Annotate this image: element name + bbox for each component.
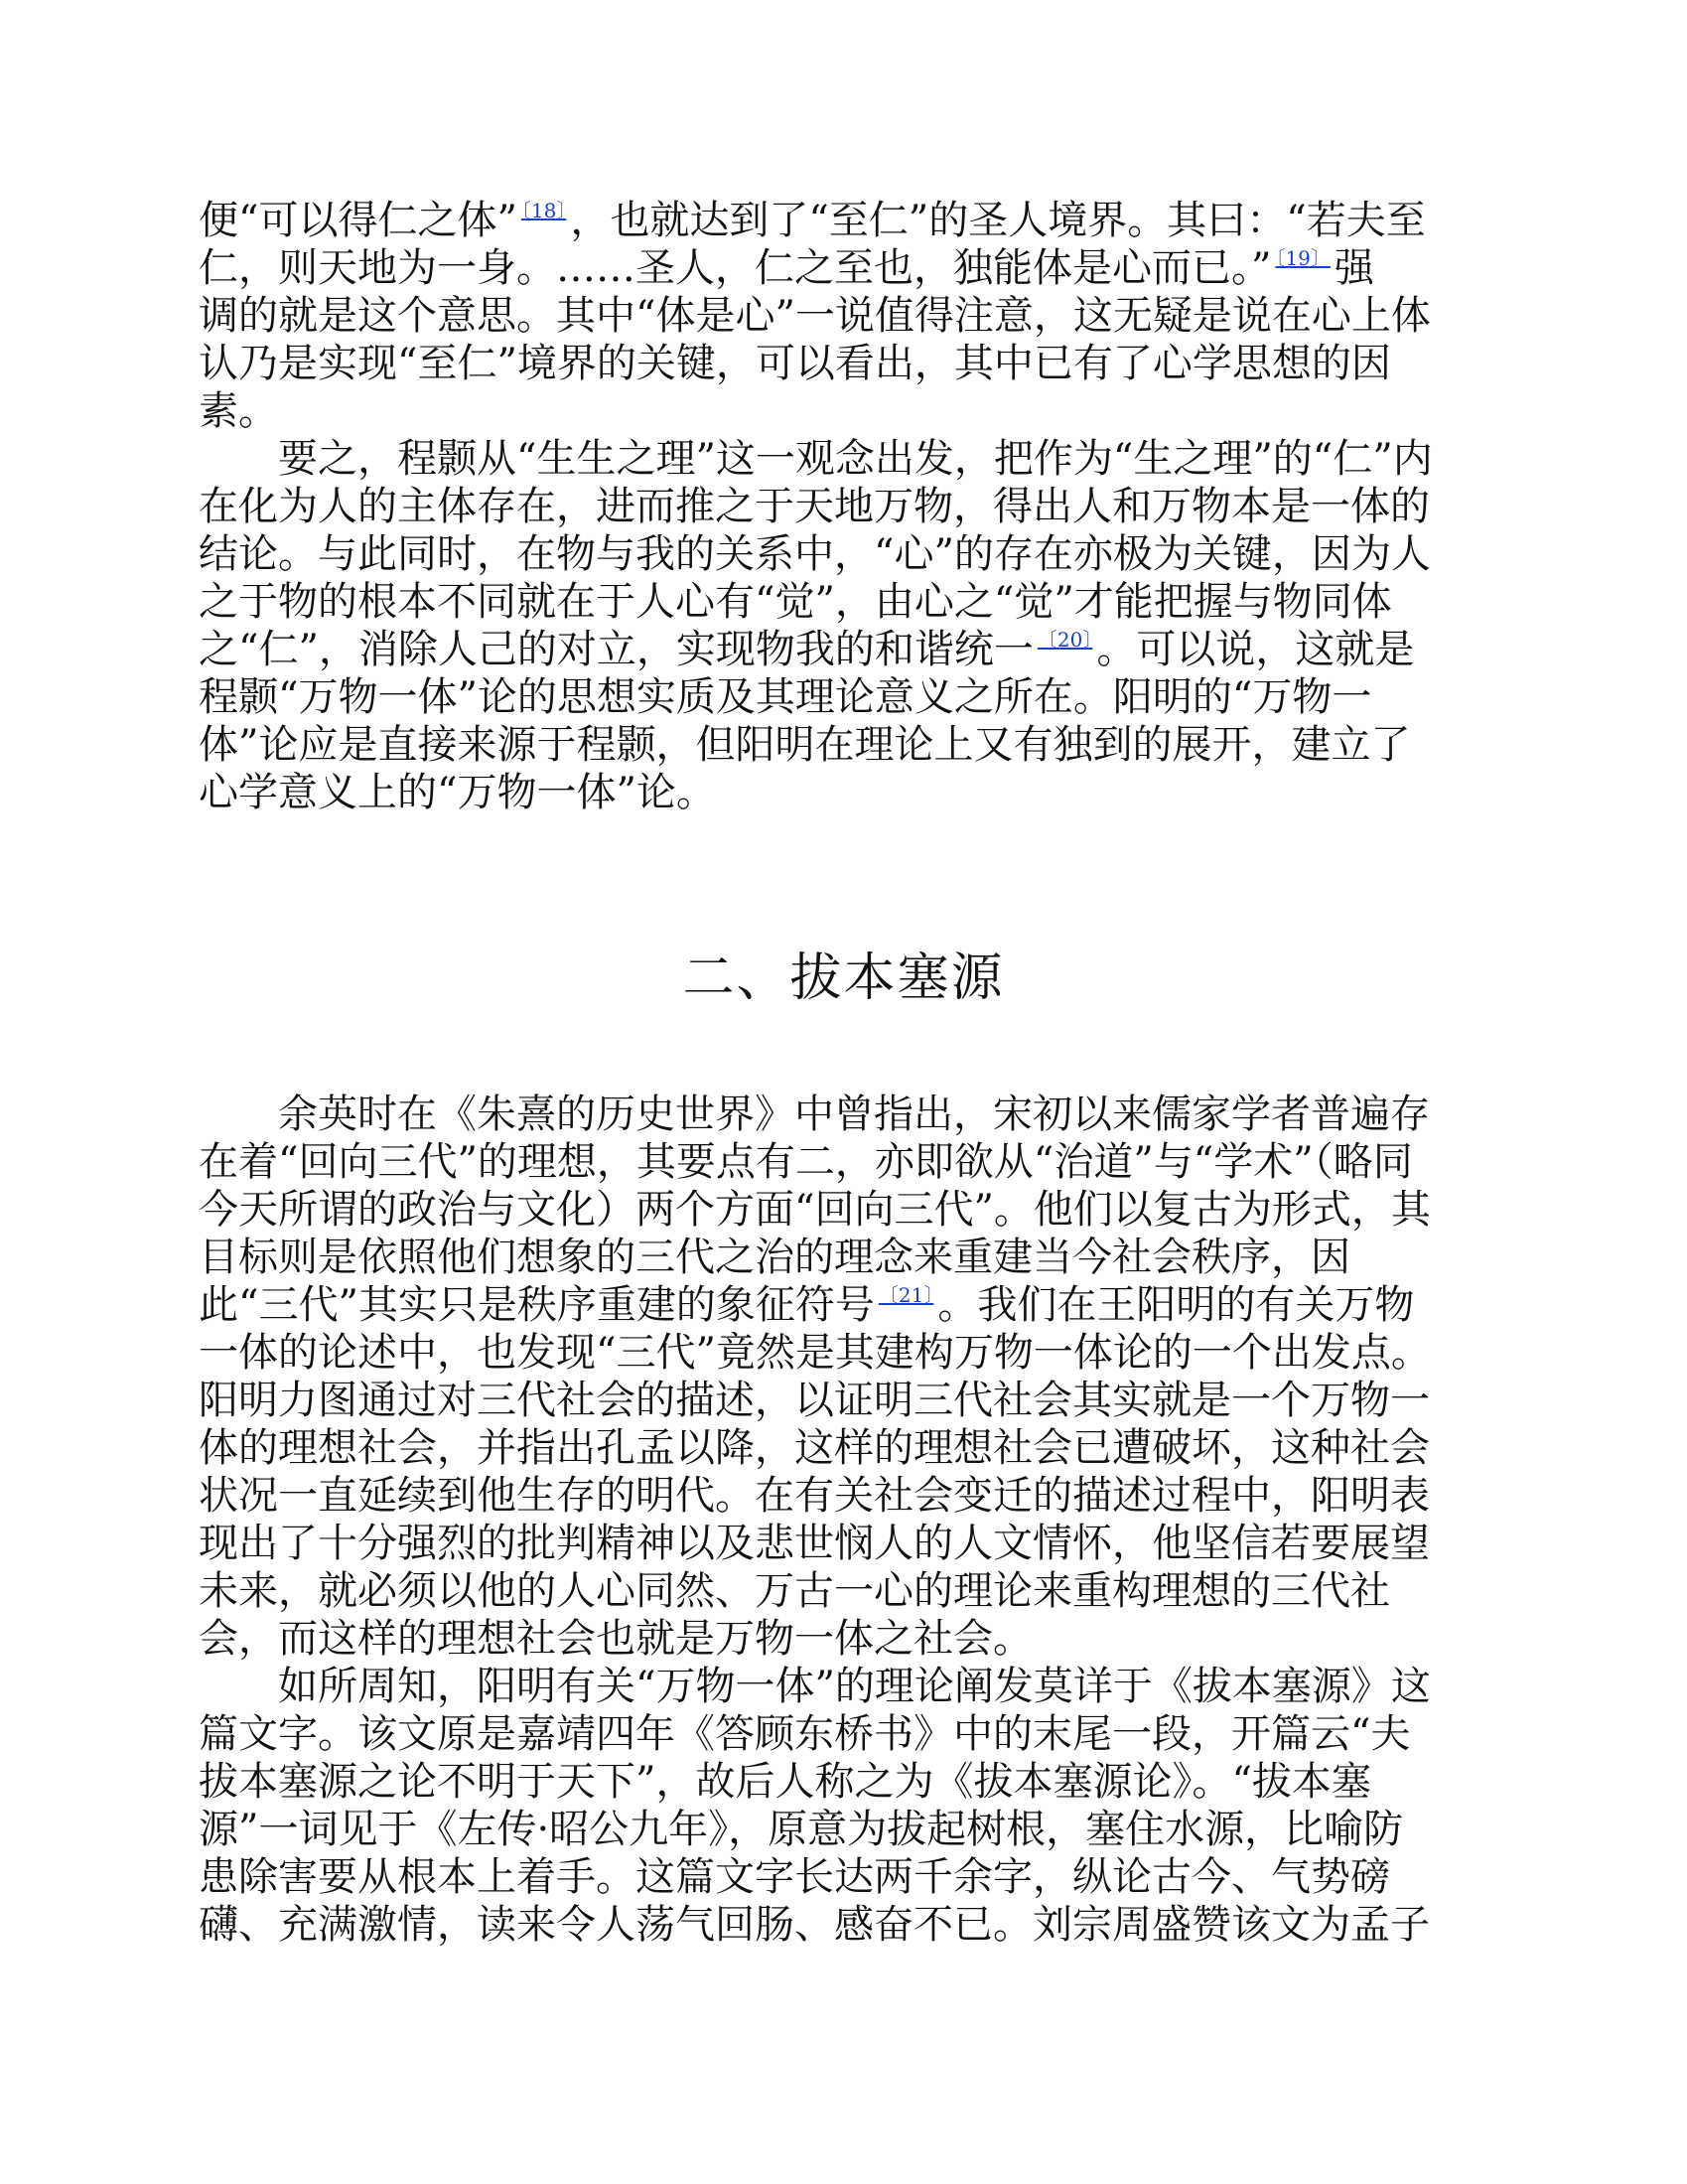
paragraph-3-line-8: 体的理想社会，并指出孔孟以降，这样的理想社会已遭破坏，这种社会 [199, 1425, 1430, 1471]
text-run: 此“三代”其实只是秩序重建的象征符号 [199, 1282, 875, 1328]
text-run: 仁，则天地为一身。……圣人，仁之至也，独能体是心而已。” [199, 245, 1272, 291]
footnote-ref-18[interactable]: 〔18〕 [520, 199, 567, 222]
paragraph-3-line-12: 会，而这样的理想社会也就是万物一体之社会。 [199, 1616, 1033, 1662]
paragraph-1-line-4: 认乃是实现“至仁”境界的关键，可以看出，其中已有了心学思想的因 [199, 341, 1391, 386]
paragraph-1-line-3: 调的就是这个意思。其中“体是心”一说值得注意，这无疑是说在心上体 [199, 293, 1431, 339]
paragraph-2-line-1: 要之，程颢从“生生之理”这一观念出发，把作为“生之理”的“仁”内 [199, 436, 1433, 482]
paragraph-4-line-4: 源”一词见于《左传·昭公九年》，原意为拔起树根，塞住水源，比喻防 [199, 1807, 1404, 1852]
paragraph-3-line-3: 今天所谓的政治与文化）两个方面“回向三代”。他们以复古为形式，其 [199, 1187, 1431, 1233]
paragraph-3-line-2: 在着“回向三代”的理想，其要点有二，亦即欲从“治道”与“学术”（略同 [199, 1139, 1413, 1185]
paragraph-3-line-9: 状况一直延续到他生存的明代。在有关社会变迁的描述过程中，阳明表 [199, 1473, 1430, 1519]
paragraph-4-line-3: 拔本塞源之论不明于天下”，故后人称之为《拔本塞源论》。“拔本塞 [199, 1759, 1371, 1805]
paragraph-4-line-6: 礴、充满激情，读来令人荡气回肠、感奋不已。刘宗周盛赞该文为孟子 [199, 1902, 1430, 1948]
text-run: 便“可以得仁之体” [199, 198, 517, 243]
paragraph-3-line-11: 未来，就必须以他的人心同然、万古一心的理论来重构理想的三代社 [199, 1568, 1390, 1614]
text-run: ，也就达到了“至仁”的圣人境界。其曰：“若夫至 [570, 198, 1426, 243]
text-run: 强 [1334, 245, 1374, 291]
paragraph-1-line-2 [199, 244, 1489, 292]
text-run: 。我们在王阳明的有关万物 [937, 1282, 1415, 1328]
paragraph-3-line-1: 余英时在《朱熹的历史世界》中曾指出，宋初以来儒家学者普遍存 [199, 1092, 1430, 1137]
footnote-ref-20[interactable]: 〔20〕 [1037, 628, 1093, 652]
paragraph-4-line-2: 篇文字。该文原是嘉靖四年《答顾东桥书》中的末尾一段，开篇云“夫 [199, 1711, 1411, 1757]
paragraph-2-line-3: 结论。与此同时，在物与我的关系中，“心”的存在亦极为关键，因为人 [199, 531, 1431, 577]
section-heading: 二、拔本塞源 [682, 948, 1005, 1008]
paragraph-3-line-4: 目标则是依照他们想象的三代之治的理念来重建当今社会秩序，因 [199, 1235, 1350, 1280]
paragraph-2-line-8: 心学意义上的“万物一体”论。 [199, 770, 716, 815]
paragraph-2-line-6: 程颢“万物一体”论的思想实质及其理论意义之所在。阳明的“万物一 [199, 674, 1372, 720]
paragraph-2-line-7: 体”论应是直接来源于程颢，但阳明在理论上又有独到的展开，建立了 [199, 722, 1411, 768]
paragraph-4-line-1: 如所周知，阳明有关“万物一体”的理论阐发莫详于《拔本塞源》这 [199, 1664, 1431, 1709]
paragraph-2-line-5 [199, 626, 1489, 673]
paragraph-1-line-5: 素。 [199, 388, 278, 434]
paragraph-2-line-2: 在化为人的主体存在，进而推之于天地万物，得出人和万物本是一体的 [199, 484, 1430, 529]
text-run: 之“仁”，消除人己的对立，实现物我的和谐统一 [199, 627, 1034, 672]
paragraph-3-line-10: 现出了十分强烈的批判精神以及悲世悯人的人文情怀，他坚信若要展望 [199, 1521, 1430, 1566]
paragraph-3-line-5 [199, 1281, 1489, 1329]
paragraph-3-line-6: 一体的论述中，也发现“三代”竟然是其建构万物一体论的一个出发点。 [199, 1330, 1431, 1376]
paragraph-4-line-5: 患除害要从根本上着手。这篇文字长达两千余字，纵论古今、气势磅 [199, 1854, 1390, 1900]
paragraph-2-line-4: 之于物的根本不同就在于人心有“觉”，由心之“觉”才能把握与物同体 [199, 579, 1392, 625]
paragraph-3-line-7: 阳明力图通过对三代社会的描述，以证明三代社会其实就是一个万物一 [199, 1378, 1430, 1423]
footnote-ref-21[interactable]: 〔21〕 [878, 1283, 934, 1307]
paragraph-1-line-1 [199, 197, 1489, 244]
text-run: 。可以说，这就是 [1096, 627, 1415, 672]
footnote-ref-19[interactable]: 〔19〕 [1275, 246, 1331, 270]
